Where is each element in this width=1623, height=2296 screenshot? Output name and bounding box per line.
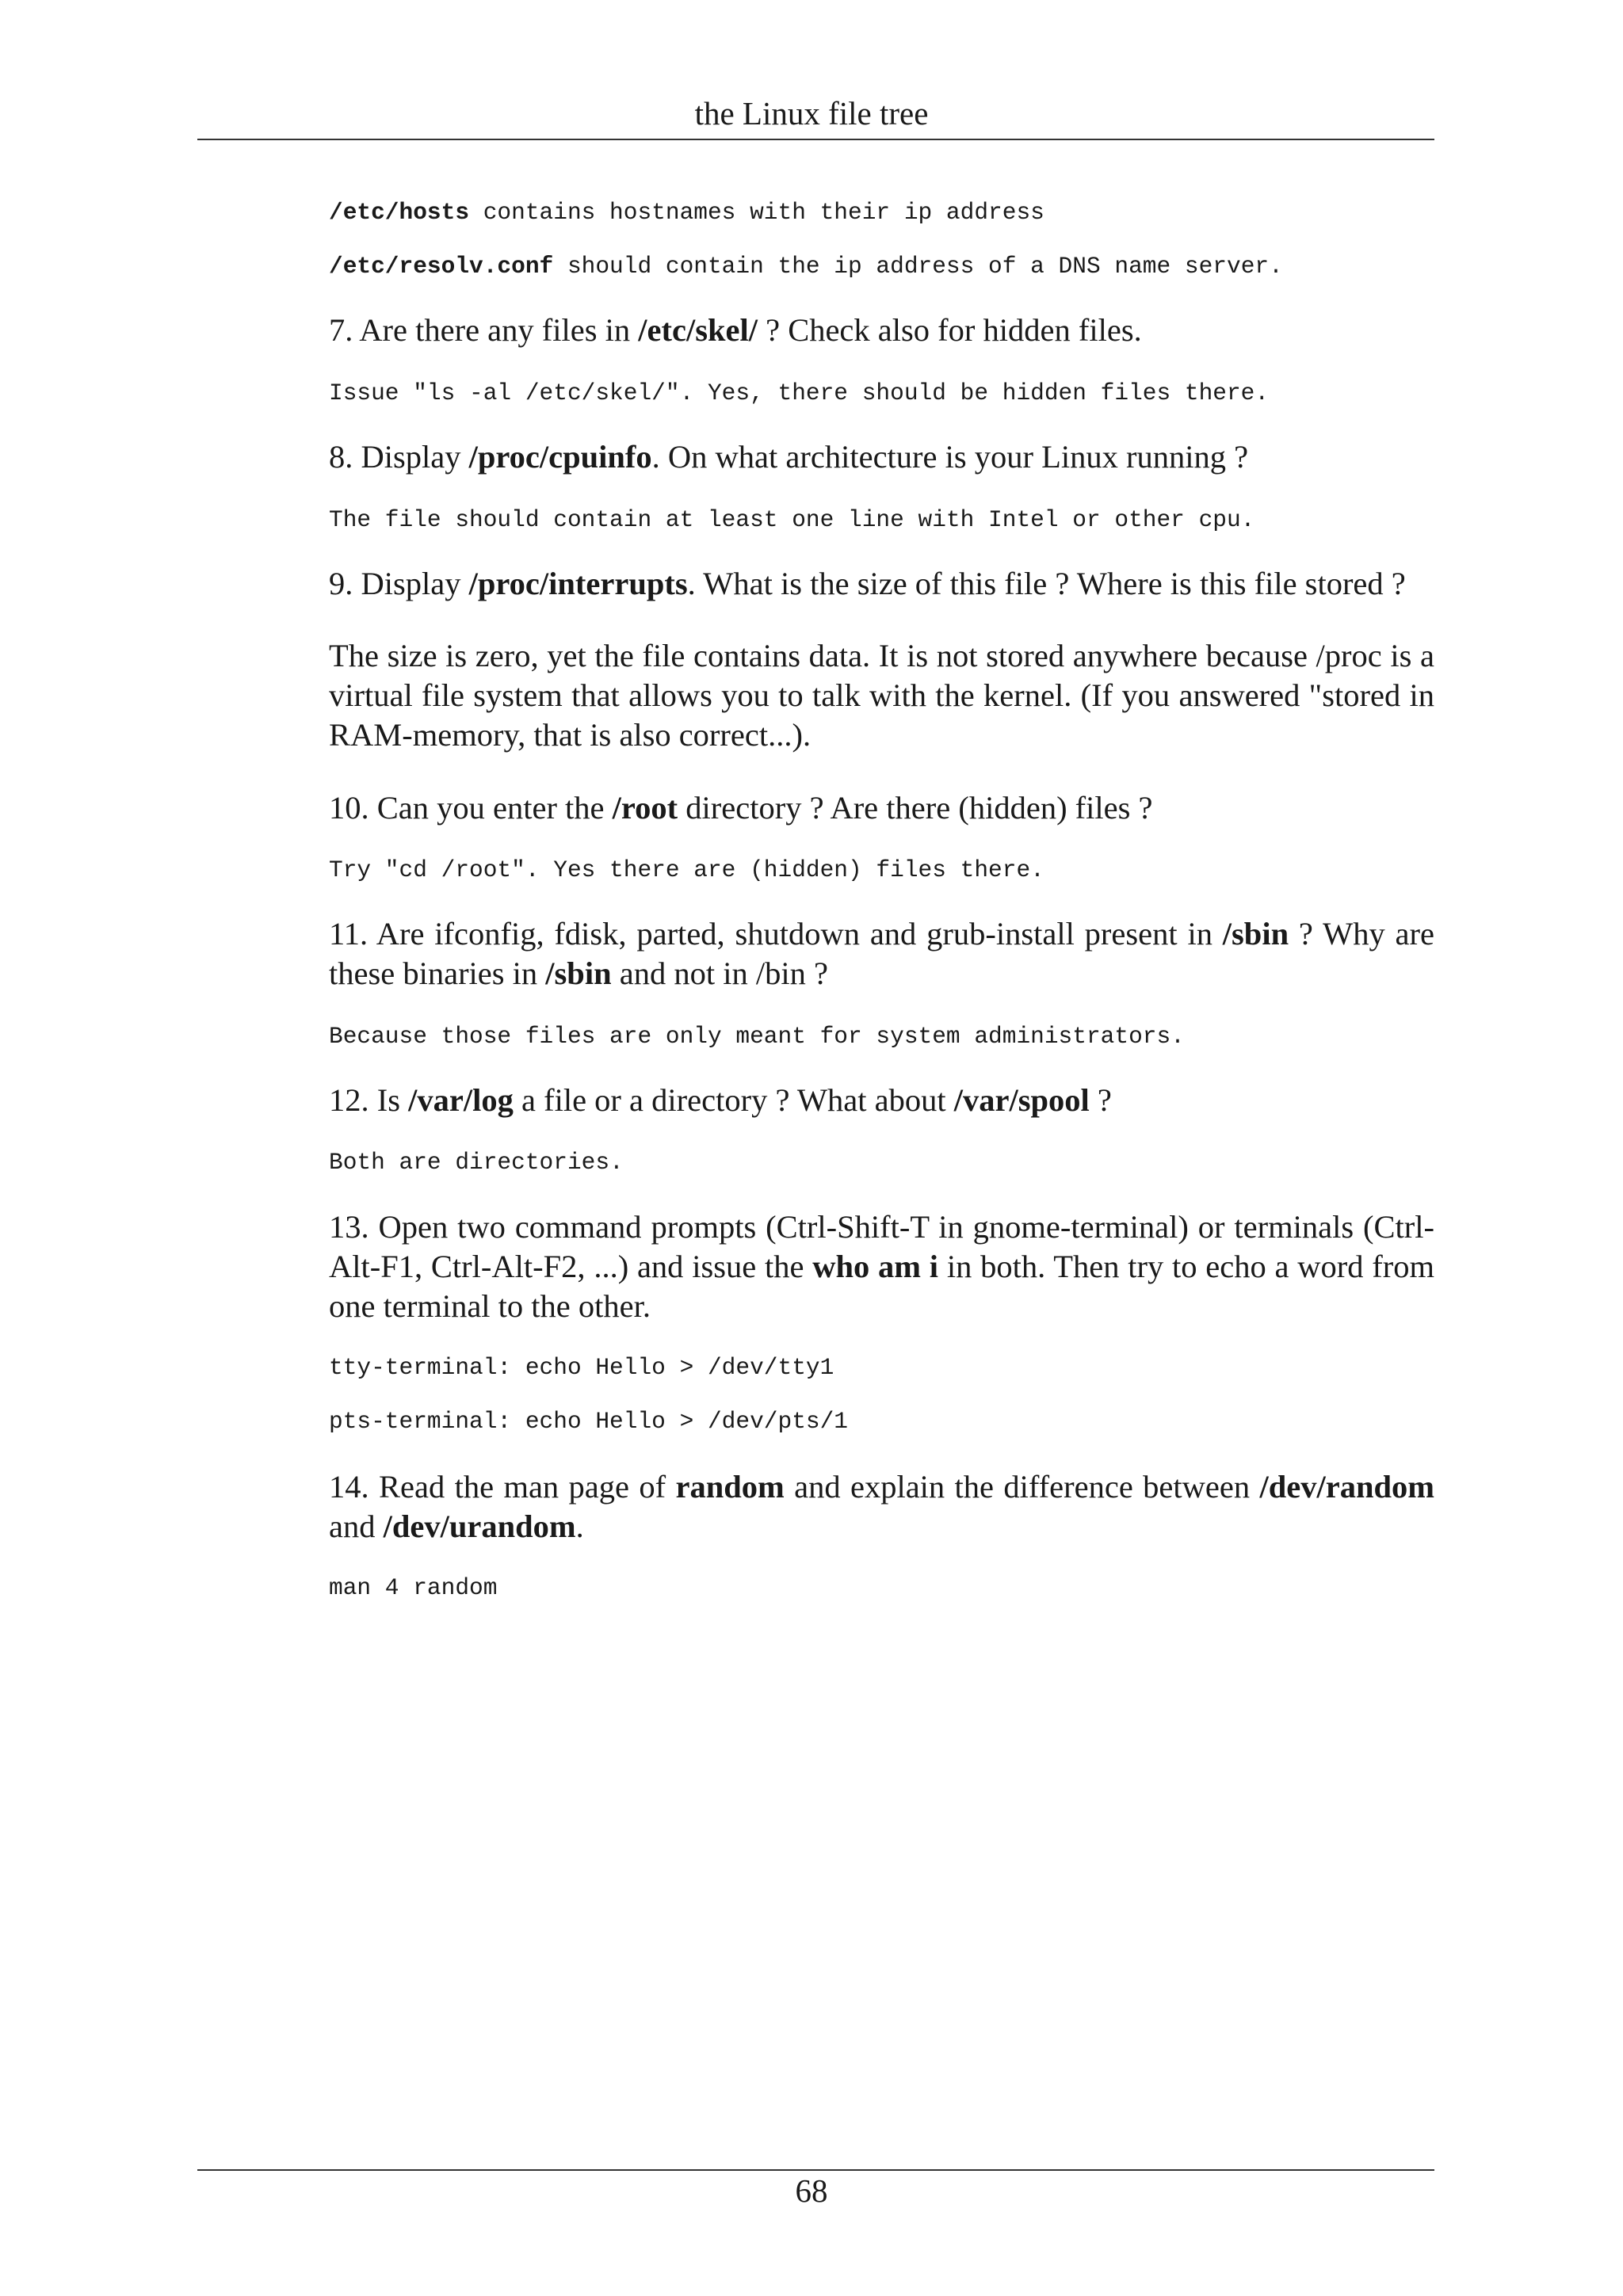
resolv-text: should contain the ip address of a DNS name server.: [553, 253, 1283, 280]
answer-12: Both are directories.: [329, 1149, 624, 1176]
answer-13-pts: pts-terminal: echo Hello > /dev/pts/1: [329, 1408, 849, 1435]
page-number: 68: [795, 2172, 828, 2209]
question-13-command: who am i: [812, 1249, 939, 1284]
question-8-text: 8. Display: [329, 439, 469, 475]
question-12-text-end: ?: [1089, 1082, 1112, 1118]
question-7: [329, 311, 1434, 350]
hosts-path: /etc/hosts: [329, 199, 470, 226]
question-13-text-end: in both. Then try to echo a word from one terminal to the other.: [329, 1249, 1434, 1324]
question-9-text-end: . What is the size of this file ? Where is this file stored ?: [687, 566, 1406, 601]
answer-11: Because those files are only meant for system administrators.: [329, 1023, 1185, 1050]
question-7-text-end: ? Check also for hidden files.: [757, 312, 1142, 348]
question-11-text-mid: ? Why are these binaries in: [329, 916, 1434, 991]
answer-9: The size is zero, yet the file contains data. It is not stored anywhere because /proc is a virtual file system that allows you to talk with the kernel. (If you answered "stored in RAM-memory, that is also correct...).: [329, 638, 1434, 753]
answer-14: man 4 random: [329, 1574, 498, 1601]
page-content: [329, 0, 1434, 2139]
answer-7: Issue "ls -al /etc/skel/". Yes, there should be hidden files there.: [329, 379, 1270, 406]
question-11-path-2: /sbin: [545, 955, 612, 991]
question-12-text-mid: a file or a directory ? What about: [513, 1082, 954, 1118]
question-13-text: 13. Open two command prompts (Ctrl-Shift-T in gnome-terminal) or terminals (Ctrl-Alt-F1, Ctrl-Alt-F2, ...) and issue the: [329, 1209, 1434, 1284]
question-12: [329, 1081, 1434, 1120]
hosts-line: [329, 196, 1434, 228]
question-14-text-mid: and explain the difference between: [784, 1469, 1260, 1505]
question-12-path-2: /var/spool: [953, 1082, 1090, 1118]
question-9-path: /proc/interrupts: [468, 566, 688, 601]
question-11-path: /sbin: [1222, 916, 1289, 952]
answer-10: Try "cd /root". Yes there are (hidden) files there.: [329, 856, 1044, 883]
question-14-text-and: and: [329, 1508, 384, 1544]
question-10: [329, 788, 1434, 828]
resolv-line: [329, 250, 1434, 282]
question-9: [329, 564, 1434, 604]
question-11-text: 11. Are ifconfig, fdisk, parted, shutdown and grub-install present in: [329, 916, 1223, 952]
question-7-path: /etc/skel/: [638, 312, 758, 348]
question-12-text: 12. Is: [329, 1082, 409, 1118]
question-14-path: /dev/random: [1259, 1469, 1434, 1505]
question-14-path-2: /dev/urandom: [383, 1508, 576, 1544]
resolv-path: /etc/resolv.conf: [329, 253, 554, 280]
answer-8: The file should contain at least one line with Intel or other cpu.: [329, 506, 1255, 533]
question-8-path: /proc/cpuinfo: [468, 439, 652, 475]
answer-13-tty: tty-terminal: echo Hello > /dev/tty1: [329, 1354, 834, 1381]
question-14-term: random: [675, 1469, 785, 1505]
question-8-text-end: . On what architecture is your Linux running ?: [651, 439, 1249, 475]
question-10-text-end: directory ? Are there (hidden) files ?: [678, 790, 1153, 826]
question-9-text: 9. Display: [329, 566, 469, 601]
question-11: [329, 914, 1434, 994]
hosts-text: contains hostnames with their ip address: [469, 199, 1044, 226]
question-12-path: /var/log: [408, 1082, 514, 1118]
question-7-text: 7. Are there any files in: [329, 312, 639, 348]
question-8: [329, 437, 1434, 477]
question-14-text-end: .: [575, 1508, 584, 1544]
question-10-text: 10. Can you enter the: [329, 790, 613, 826]
question-10-path: /root: [612, 790, 678, 826]
question-13: [329, 1207, 1434, 1326]
page-header-title: the Linux file tree: [694, 95, 929, 132]
question-11-text-end: and not in /bin ?: [611, 955, 828, 991]
question-14: [329, 1467, 1434, 1547]
question-14-text: 14. Read the man page of: [329, 1469, 676, 1505]
